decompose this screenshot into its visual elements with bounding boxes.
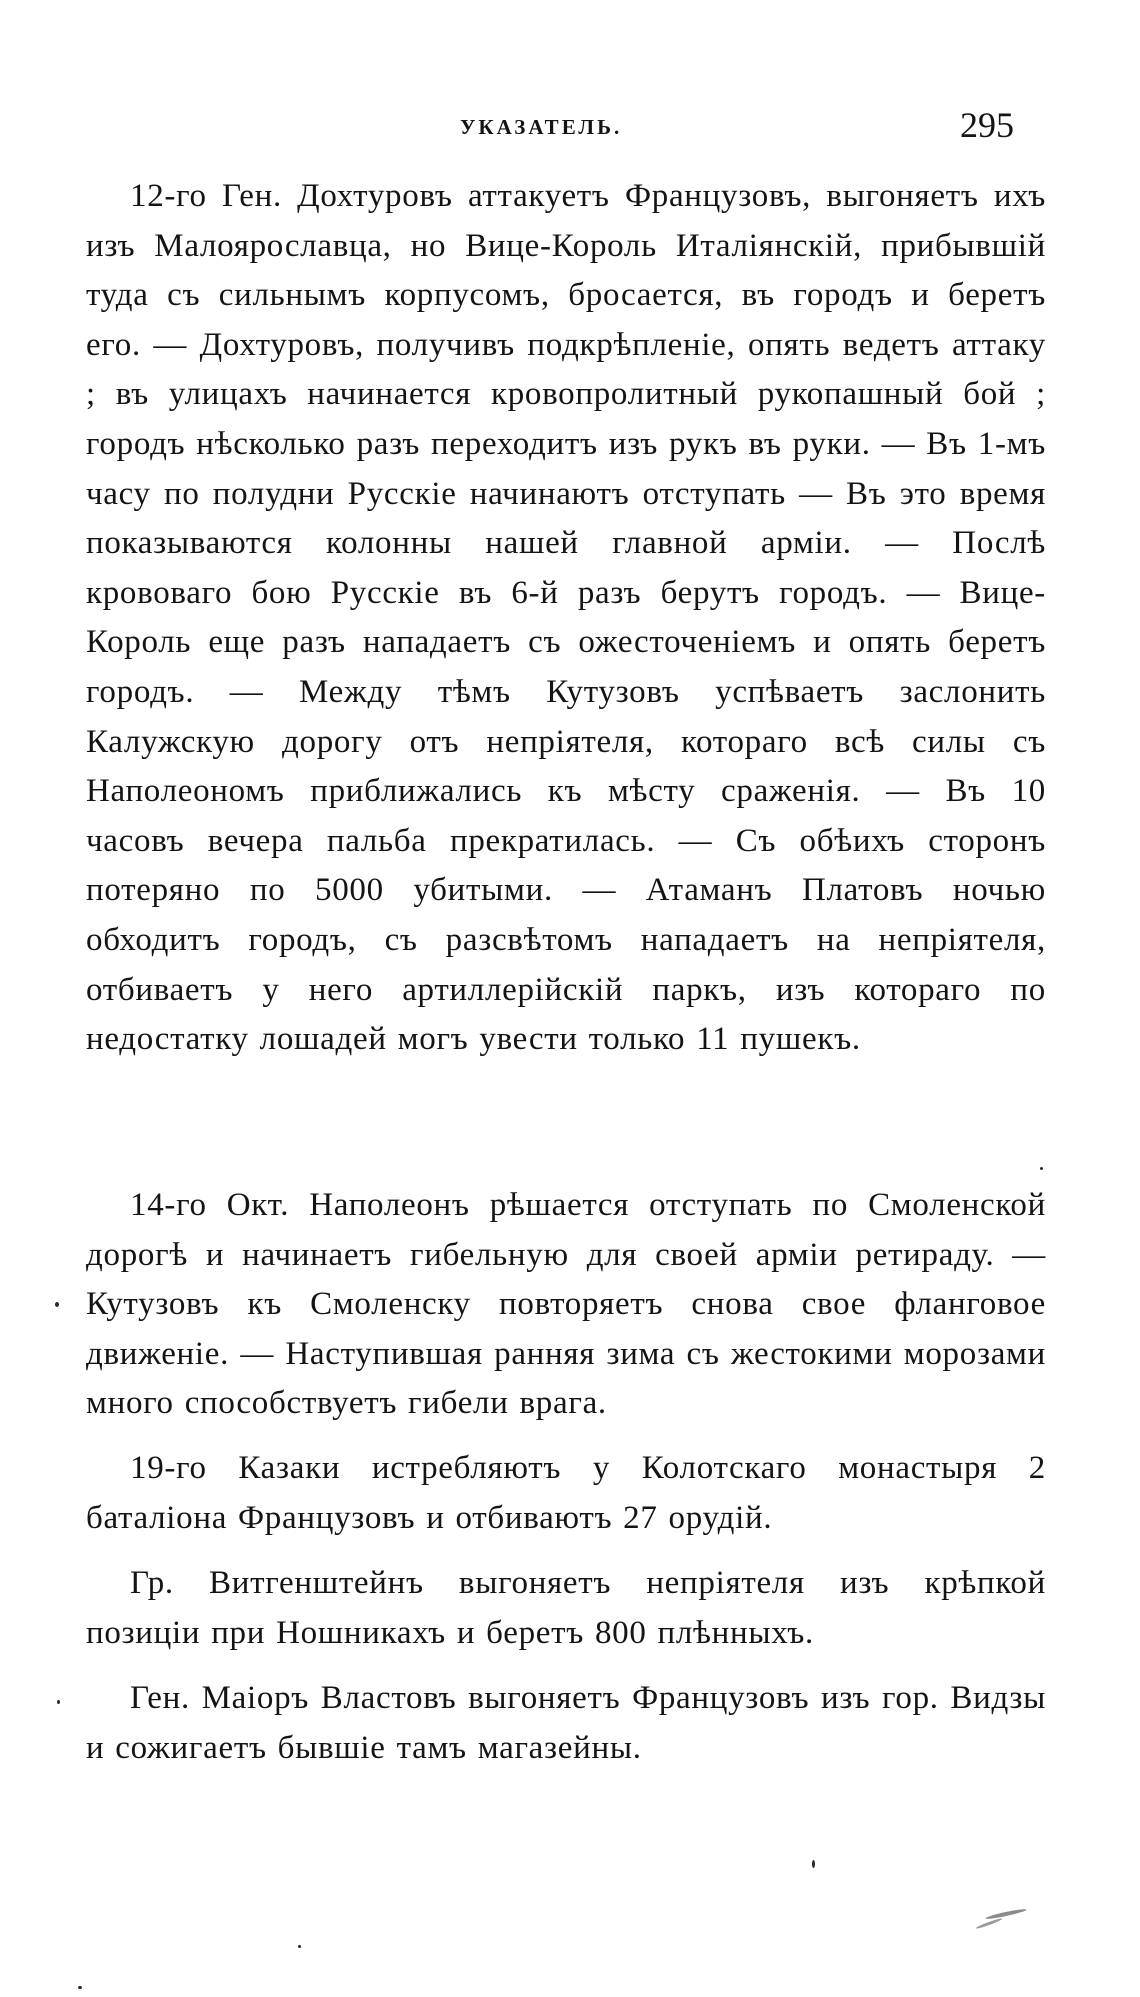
running-header-title: УКАЗАТЕЛЬ. <box>460 115 623 139</box>
ink-speck <box>812 1860 815 1868</box>
ink-speck <box>57 1700 60 1704</box>
paragraph-vlastov: Ген. Маіоръ Властовъ выгоняетъ Французовъ изъ гор. Видзы и сожигаетъ бывшіе тамъ магазейны. <box>86 1680 1046 1766</box>
paragraph-oct-19: 19-го Казаки истребляютъ у Колотскаго монастыря 2 баталіона Французовъ и отбиваютъ 27 орудій. <box>86 1450 1046 1536</box>
paragraph-wittgenstein: Гр. Витгенштейнъ выгоняетъ непріятеля изъ крѣпкой позиціи при Ношникахъ и беретъ 800 плѣнныхъ. <box>86 1565 1046 1651</box>
paragraph-oct-14: 14-го Окт. Наполеонъ рѣшается отступать по Смоленской дорогѣ и начинаетъ гибельную для своей арміи ретираду. — Кутузовъ къ Смоленску повторяетъ снова свое фланговое движеніе. — Наступившая ранняя зима съ жестокими морозами много способствуетъ гибели врага. <box>86 1187 1046 1422</box>
ink-smudge <box>975 1917 1002 1929</box>
page-number: 295 <box>960 105 1014 145</box>
ink-speck <box>78 1986 82 1989</box>
ink-speck <box>55 1302 59 1307</box>
paragraph-oct-12: 12-го Ген. Дохтуровъ аттакуетъ Французовъ, выгоняетъ ихъ изъ Малоярославца, но Вице-Король Италіянскій, прибывшій туда съ сильнымъ корпусомъ, бросается, въ городъ и беретъ его. — Дохтуровъ, получивъ подкрѣпленіе, опять ведетъ аттаку ; въ улицахъ начинается кровопролитный рукопашный бой ; городъ нѣсколько разъ переходитъ изъ рукъ въ руки. — Въ 1-мъ часу по полудни Русскіе начинаютъ отступать — Въ это время показываются колонны нашей главной арміи. — Послѣ крововаго бою Русскіе въ 6-й разъ берутъ городъ. — Вице-Король еще разъ нападаетъ съ ожесточеніемъ и опять беретъ городъ. — Между тѣмъ Кутузовъ успѣваетъ заслонить Калужскую дорогу отъ непріятеля, котораго всѣ силы съ Наполеономъ приближались къ мѣсту сраженія. — Въ 10 часовъ вечера пальба прекратилась. — Съ обѣихъ сторонъ потеряно по 5000 убитыми. — Атаманъ Платовъ ночью обходитъ городъ, съ разсвѣтомъ нападаетъ на непріятеля, отбиваетъ у него артиллерійскій паркъ, изъ котораго по недостатку лошадей могъ увести только 11 пушекъ. <box>86 178 1046 1058</box>
ink-speck <box>298 1945 301 1948</box>
ink-speck <box>1040 1167 1043 1170</box>
ink-smudge <box>985 1908 1027 1921</box>
